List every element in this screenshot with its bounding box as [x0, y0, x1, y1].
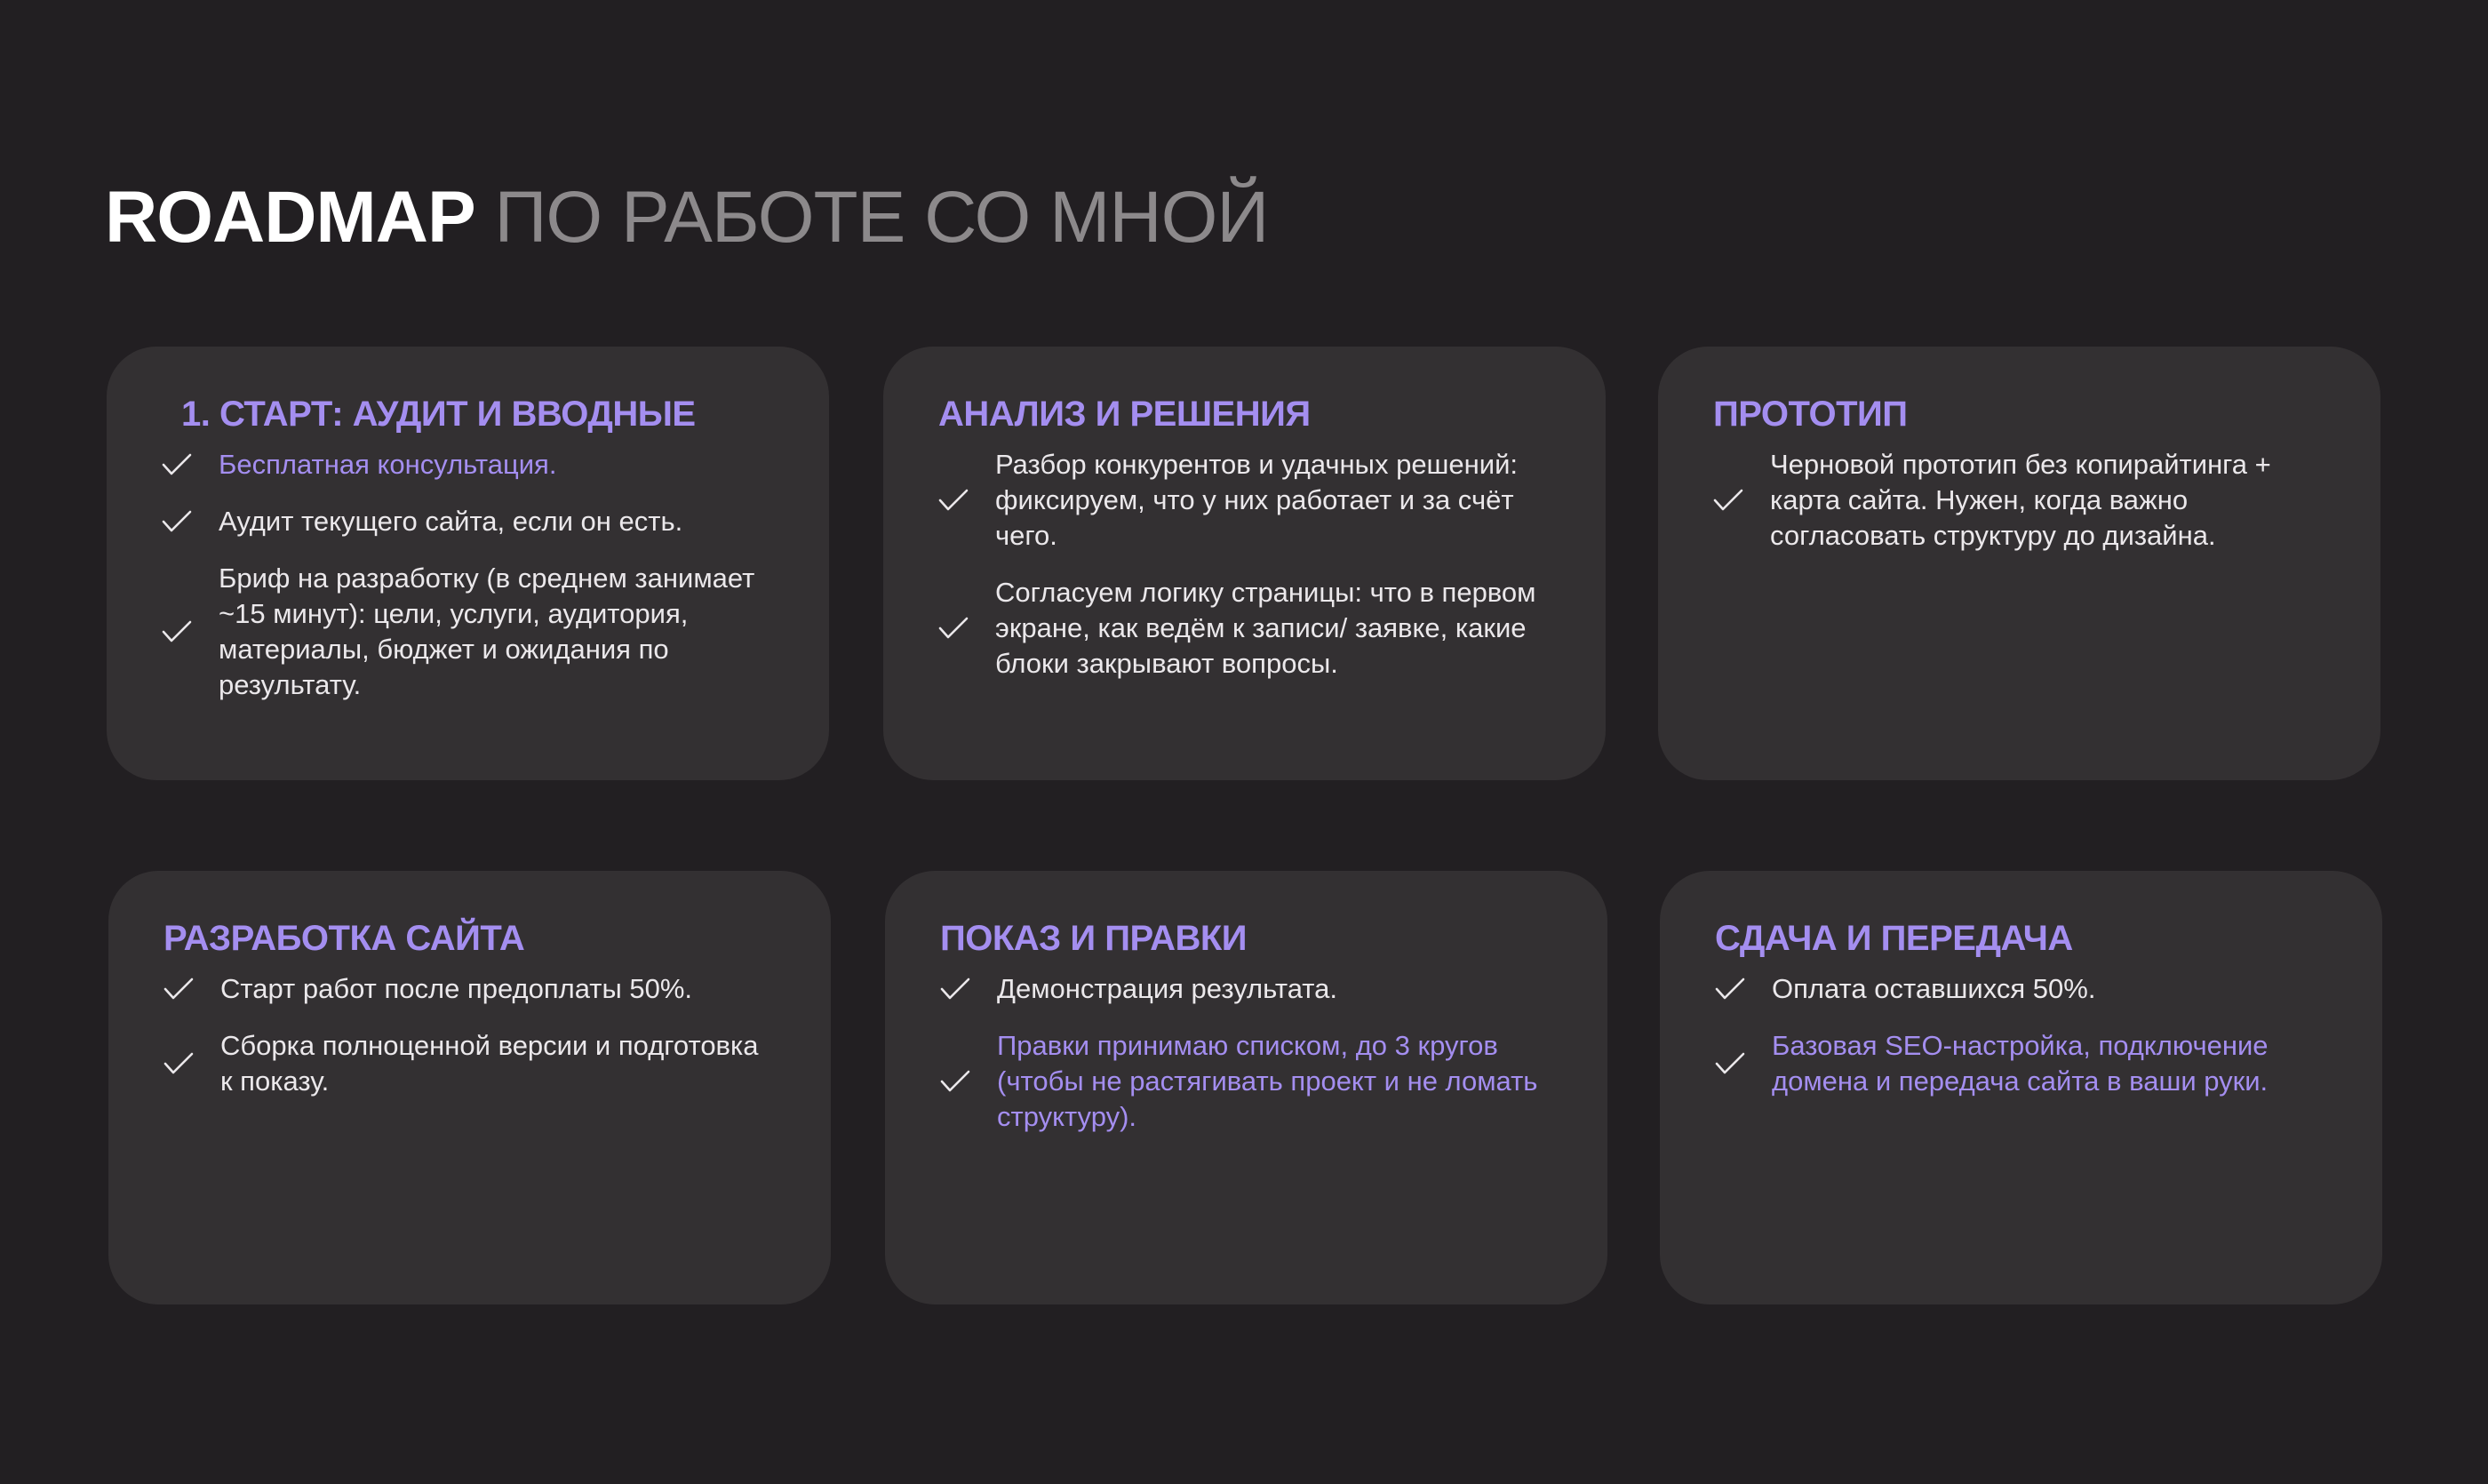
item-text: Сборка полноценной версии и подготовка к показу.	[220, 1030, 759, 1097]
check-icon	[163, 1052, 220, 1075]
check-icon	[938, 617, 995, 640]
title-rest: ПО РАБОТЕ СО МНОЙ	[494, 177, 1269, 258]
item-text: Согласуем логику страницы: что в первом экране, как ведём к записи/ заявке, какие блоки закрывают вопросы.	[995, 577, 1536, 679]
check-icon	[163, 977, 220, 1001]
roadmap-card	[885, 871, 1607, 1304]
item-text: Аудит текущего сайта, если он есть.	[219, 506, 683, 537]
check-icon	[940, 977, 997, 1001]
list-item	[163, 1028, 778, 1099]
card-heading: АНАЛИЗ И РЕШЕНИЯ	[938, 395, 1311, 434]
list-item	[1715, 971, 2329, 1007]
roadmap-card	[108, 871, 831, 1304]
item-text: Правки принимаю списком, до 3 кругов (чтобы не растягивать проект и не ломать структуру).	[997, 1030, 1538, 1132]
item-text: Черновой прототип без копирайтинга + карта сайта. Нужен, когда важно согласовать структуру до дизайна.	[1770, 449, 2271, 551]
list-item	[940, 1028, 1554, 1135]
check-icon	[1715, 1052, 1772, 1075]
roadmap-card	[107, 347, 829, 780]
roadmap-card	[1660, 871, 2382, 1304]
item-text: Старт работ после предоплаты 50%.	[220, 973, 693, 1004]
check-icon	[1715, 977, 1772, 1001]
roadmap-card	[1658, 347, 2380, 780]
item-text: Разбор конкурентов и удачных решений: фиксируем, что у них работает и за счёт чего.	[995, 449, 1519, 551]
check-icon	[162, 620, 219, 643]
item-text: Демонстрация результата.	[997, 973, 1337, 1004]
list-item	[940, 971, 1554, 1007]
roadmap-card	[883, 347, 1606, 780]
list-item	[938, 447, 1552, 554]
card-heading: ПОКАЗ И ПРАВКИ	[940, 919, 1248, 958]
check-icon	[940, 1070, 997, 1093]
card-heading: 1. СТАРТ: АУДИТ И ВВОДНЫЕ	[181, 395, 696, 434]
title-bold: ROADMAP	[105, 177, 475, 258]
card-heading: ПРОТОТИП	[1713, 395, 1908, 434]
card-heading: РАЗРАБОТКА САЙТА	[163, 919, 525, 958]
item-text: Базовая SEO-настройка, подключение домена и передача сайта в ваши руки.	[1772, 1030, 2269, 1097]
check-icon	[162, 510, 219, 533]
item-text: Бесплатная консультация.	[219, 449, 557, 480]
list-item	[162, 447, 776, 483]
check-icon	[1713, 489, 1770, 512]
list-item	[163, 971, 778, 1007]
check-icon	[938, 489, 995, 512]
list-item	[1715, 1028, 2329, 1099]
card-heading: СДАЧА И ПЕРЕДАЧА	[1715, 919, 2073, 958]
list-item	[162, 504, 776, 539]
list-item	[938, 575, 1552, 682]
check-icon	[162, 453, 219, 476]
item-text: Оплата оставшихся 50%.	[1772, 973, 2096, 1004]
page-title	[105, 176, 1268, 259]
item-text: Бриф на разработку (в среднем занимает ~15 минут): цели, услуги, аудитория, материалы, бюджет и ожидания по результату.	[219, 562, 755, 700]
list-item	[162, 561, 776, 703]
list-item	[1713, 447, 2327, 554]
